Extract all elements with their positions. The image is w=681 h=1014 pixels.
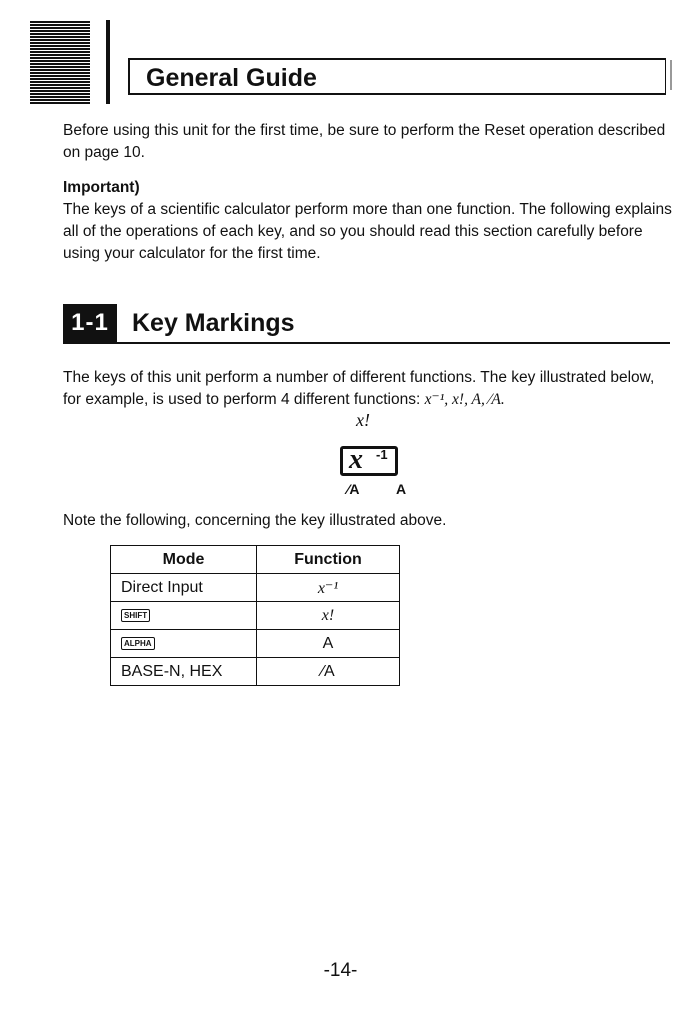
function-cell: x⁻¹ <box>257 574 400 602</box>
header-mode: Mode <box>111 546 257 574</box>
important-paragraph: The keys of a scientific calculator perform more than one function. The following explains all of the operations of each key, and so you should read this section carefully before using your calculator for the first time. <box>63 201 672 262</box>
section-title: Key Markings <box>132 309 295 337</box>
key-face-superscript: -1 <box>376 447 388 462</box>
shift-key-icon: SHIFT <box>121 609 150 622</box>
header-function: Function <box>257 546 400 574</box>
table-row <box>111 574 400 602</box>
chapter-title: General Guide <box>146 64 317 92</box>
intro-paragraph: Before using this unit for the first time, be sure to perform the Reset operation described on page 10. <box>63 122 666 161</box>
key-hex-label: ⁄A <box>347 481 360 497</box>
mode-cell <box>111 602 257 630</box>
mode-cell: BASE-N, HEX <box>111 658 257 686</box>
mode-function-table <box>110 545 400 686</box>
chapter-mark-bar <box>106 20 110 104</box>
section-paragraph-text: The keys of this unit perform a number of different functions. The key illustrated below, for example, is used to perform 4 different functions: <box>63 369 655 408</box>
section-rule <box>63 342 670 344</box>
chapter-header <box>128 58 666 95</box>
key-shift-label: x! <box>356 410 370 430</box>
scan-edge-mark <box>670 60 672 90</box>
section-paragraph <box>63 367 673 411</box>
reciprocal-key-icon <box>340 446 398 476</box>
key-face-symbol: x <box>349 444 363 475</box>
table-row <box>111 602 400 630</box>
alpha-key-icon: ALPHA <box>121 637 155 650</box>
section-paragraph-functions: x⁻¹, x!, A, ⁄A. <box>424 391 505 408</box>
table-row <box>111 658 400 686</box>
function-cell: x! <box>257 602 400 630</box>
chapter-mark <box>30 20 90 104</box>
important-label: Important) <box>63 179 140 196</box>
page-number: -14- <box>323 960 358 981</box>
table-header-row <box>111 546 400 574</box>
note-paragraph: Note the following, concerning the key illustrated above. <box>63 512 447 529</box>
function-cell: A <box>257 630 400 658</box>
mode-cell: Direct Input <box>111 574 257 602</box>
mode-cell <box>111 630 257 658</box>
function-cell: ⁄A <box>257 658 400 686</box>
table-row <box>111 630 400 658</box>
key-alpha-label: A <box>396 481 407 497</box>
section-number-badge: 1-1 <box>63 304 117 342</box>
